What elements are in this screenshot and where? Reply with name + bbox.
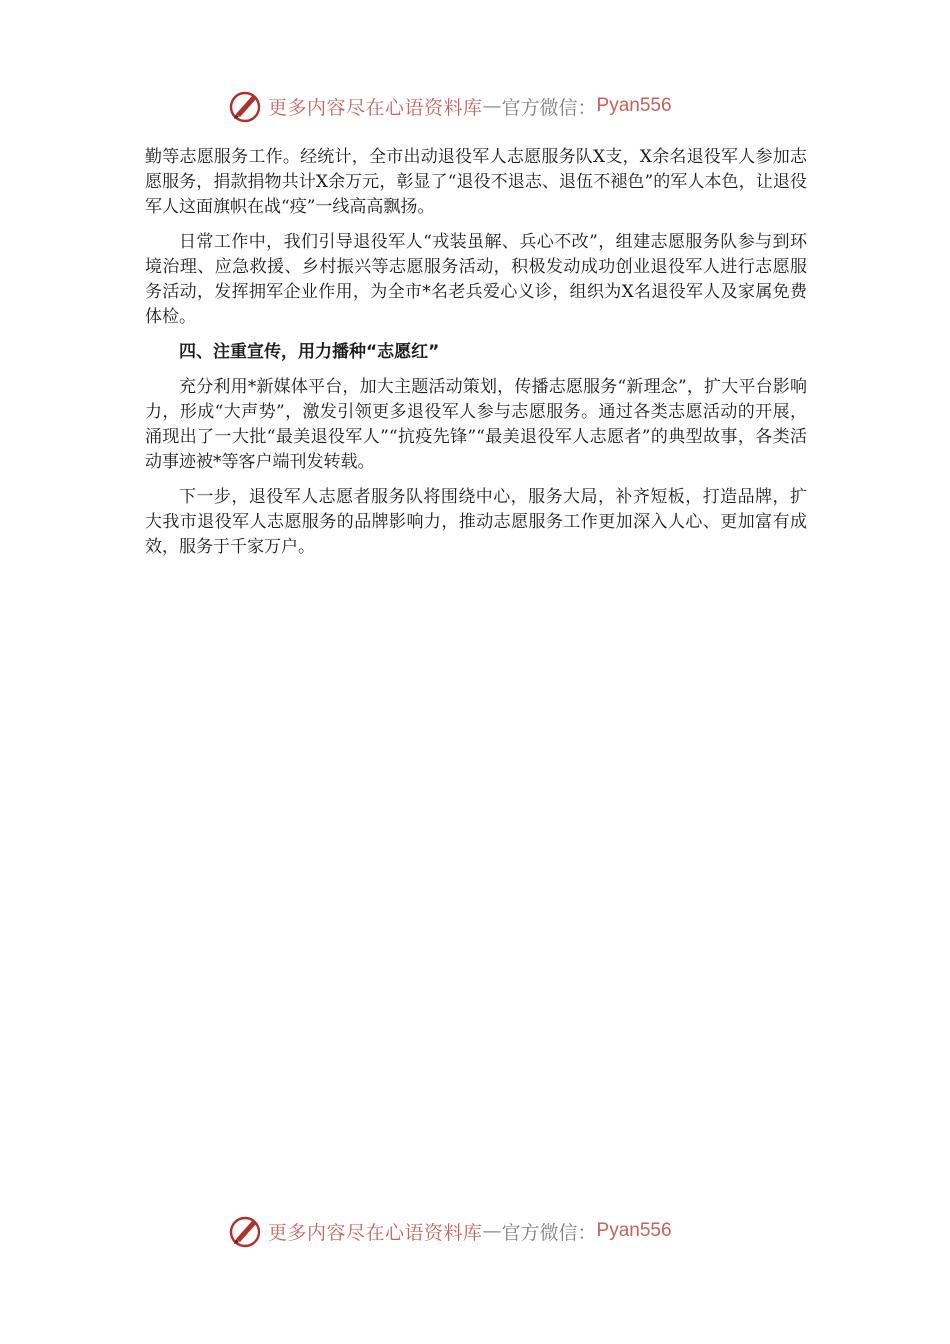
pen-circle-logo-icon xyxy=(228,1213,264,1249)
document-body xyxy=(145,145,807,570)
paragraph: 日常工作中，我们引导退役军人“戎装虽解、兵心不改”，组建志愿服务队参与到环境治理、应急救援、乡村振兴等志愿服务活动，积极发动成功创业退役军人进行志愿服务活动，发挥拥军企业作用，为全市*名老兵爱心义诊，组织为X名退役军人及家属免费体检。 xyxy=(145,232,807,327)
banner-wechat-label: 官方微信： xyxy=(501,96,597,119)
banner-text: 更多内容尽在心语资料库 xyxy=(268,96,483,119)
banner-text: 更多内容尽在心语资料库 xyxy=(268,1221,483,1244)
pen-circle-logo-icon xyxy=(228,88,264,124)
paragraph: 下一步，退役军人志愿者服务队将围绕中心，服务大局，补齐短板，打造品牌，扩大我市退役军人志愿服务的品牌影响力，推动志愿服务工作更加深入人心、更加富有成效，服务于千家万户。 xyxy=(145,487,807,557)
section-heading: 四、注重宣传，用力播种“志愿红” xyxy=(179,342,440,362)
banner-wechat-label: 官方微信： xyxy=(501,1221,597,1244)
banner-wechat-id: Pyan556 xyxy=(596,95,672,116)
header-banner xyxy=(228,86,728,126)
banner-wechat-id: Pyan556 xyxy=(596,1220,672,1241)
footer-banner xyxy=(228,1211,728,1251)
paragraph: 充分利用*新媒体平台，加大主题活动策划，传播志愿服务“新理念”，扩大平台影响力，形成“大声势”，激发引领更多退役军人参与志愿服务。通过各类志愿活动的开展，涌现出了一大批“最美退役军人”“抗疫先锋”“最美退役军人志愿者”的典型故事，各类活动事迹被*等客户端刊发转载。 xyxy=(145,377,807,472)
paragraph-continued: 勤等志愿服务工作。经统计，全市出动退役军人志愿服务队X支，X余名退役军人参加志愿服务，捐款捐物共计X余万元，彰显了“退役不退志、退伍不褪色”的军人本色，让退役军人这面旗帜在战“疫”一线高高飘扬。 xyxy=(145,147,807,217)
banner-separator: — xyxy=(482,95,502,117)
banner-separator: — xyxy=(482,1220,502,1242)
